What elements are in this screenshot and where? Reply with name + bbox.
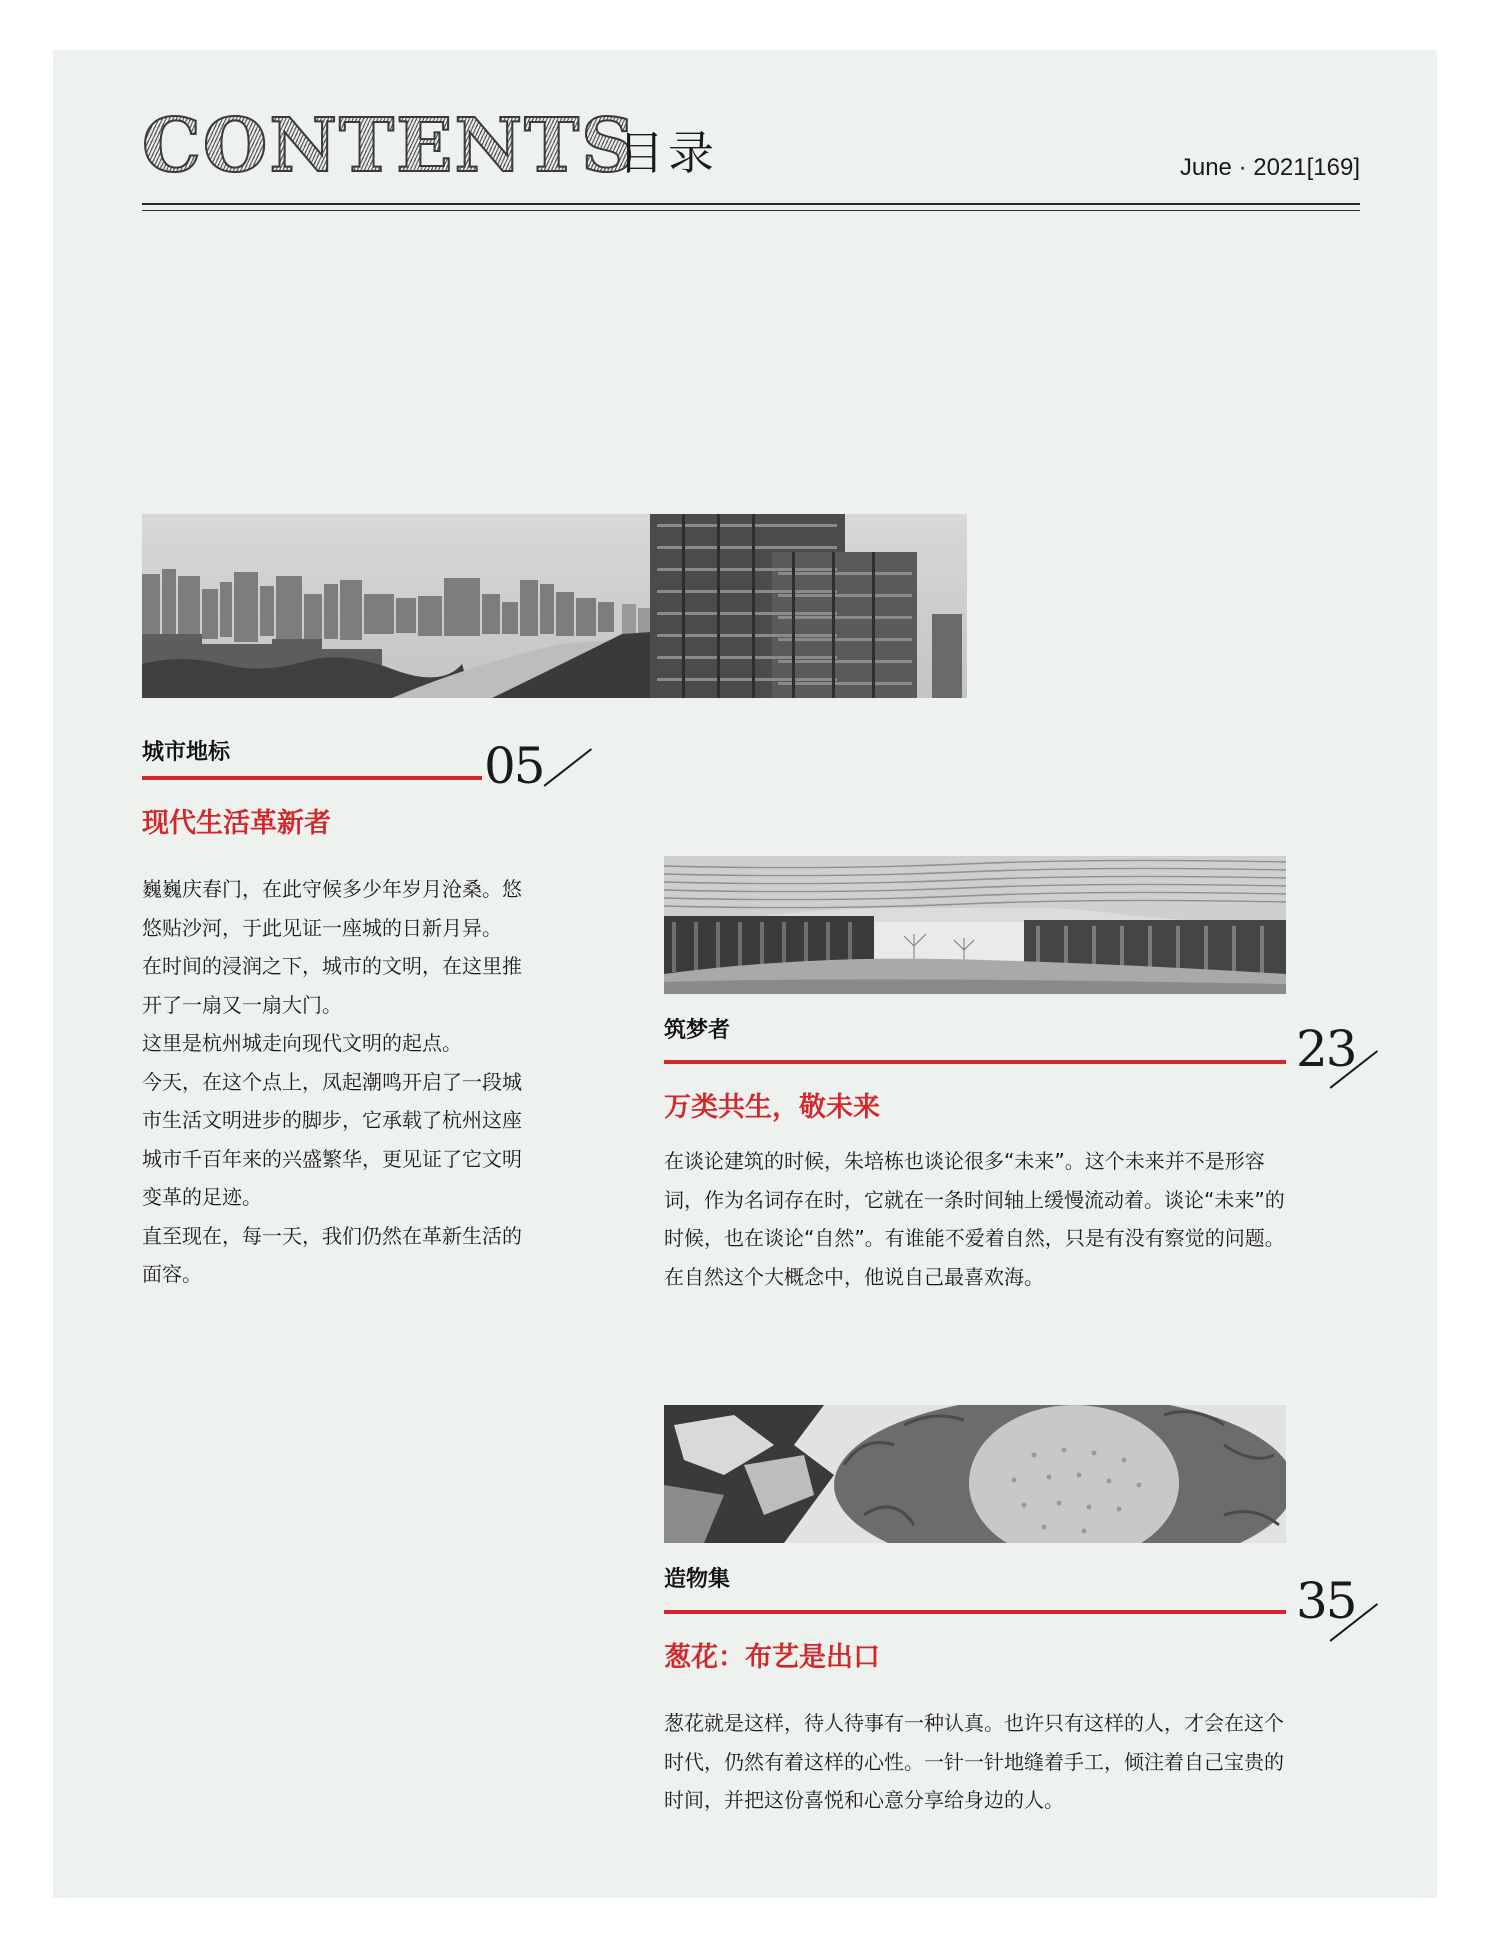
paragraph: 葱花就是这样，待人待事有一种认真。也许只有这样的人，才会在这个时代，仍然有着这样的心性。一针一针地缝着手工，倾注着自己宝贵的时间，并把这份喜悦和心意分享给身边的人。 — [664, 1711, 1284, 1812]
category-rule — [664, 1060, 1286, 1064]
article-body — [664, 1142, 1288, 1296]
paragraph: 巍巍庆春门，在此守候多少年岁月沧桑。悠悠贴沙河，于此见证一座城的日新月异。 — [142, 877, 522, 940]
paragraph: 今天，在这个点上，凤起潮鸣开启了一段城市生活文明进步的脚步，它承载了杭州这座城市千百年来的兴盛繁华，更见证了它文明变革的足迹。 — [142, 1069, 522, 1209]
header-rule-thin — [142, 210, 1360, 211]
category-label: 筑梦者 — [664, 1018, 731, 1043]
article-body — [664, 1704, 1294, 1820]
header-rule — [142, 203, 1360, 205]
article-title: 现代生活革新者 — [142, 808, 331, 839]
paragraph: 在谈论建筑的时候，朱培栋也谈论很多“未来”。这个未来并不是形容词，作为名词存在时，它就在一条时间轴上缓慢流动着。谈论“未来”的时候，也在谈论“自然”。有谁能不爱着自然，只是有没有察觉的问题。在自然这个大概念中，他说自己最喜欢海。 — [664, 1149, 1285, 1289]
page-number: 05 — [484, 737, 544, 795]
category-rule — [664, 1610, 1286, 1614]
paragraph: 直至现在，每一天，我们仍然在革新生活的面容。 — [142, 1223, 522, 1286]
category-label: 城市地标 — [142, 740, 231, 765]
article-body — [142, 870, 522, 1294]
category-label: 造物集 — [664, 1567, 731, 1592]
article-title: 万类共生，敬未来 — [664, 1092, 880, 1123]
page-number: 35 — [1296, 1572, 1356, 1630]
page-number: 23 — [1296, 1020, 1356, 1078]
article-title: 葱花：布艺是出口 — [664, 1642, 880, 1673]
paragraph: 在时间的浸润之下，城市的文明，在这里推开了一扇又一扇大门。 — [142, 954, 522, 1017]
architecture-photo — [664, 856, 1286, 994]
contents-title: CONTENTS — [142, 103, 637, 189]
contents-title-cn: 目录 — [618, 126, 718, 180]
issue-label: June · 2021[169] — [1179, 154, 1360, 181]
category-rule — [142, 776, 482, 780]
paragraph: 这里是杭州城走向现代文明的起点。 — [142, 1031, 462, 1055]
fabric-craft-photo — [664, 1405, 1286, 1543]
city-skyline-photo — [142, 514, 967, 698]
